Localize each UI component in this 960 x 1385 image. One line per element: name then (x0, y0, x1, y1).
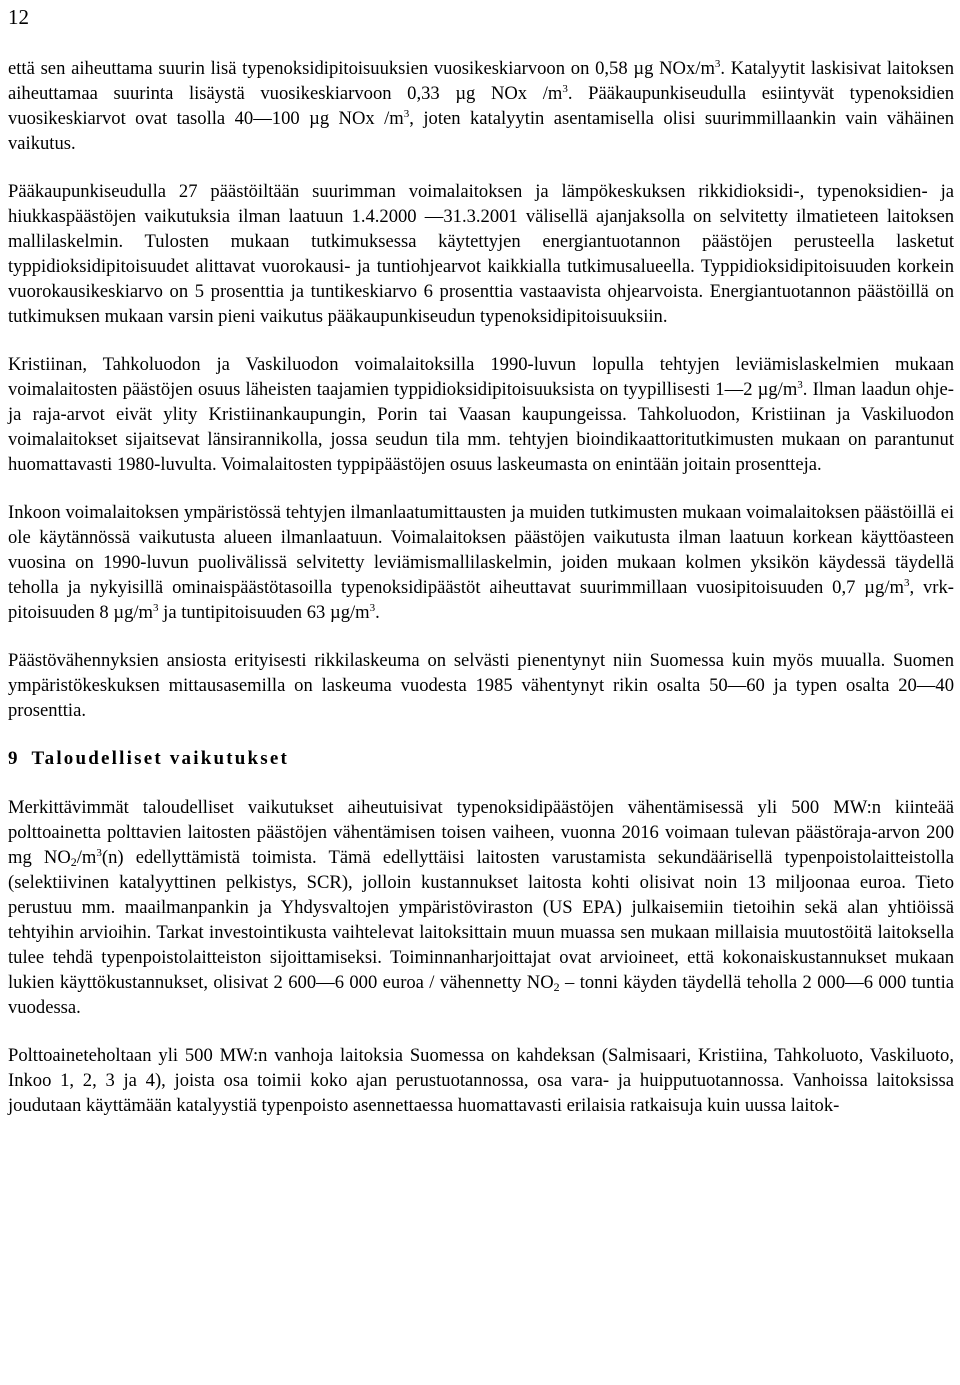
superscript: 3 (96, 847, 102, 859)
text-run: /m (76, 847, 97, 868)
superscript: 3 (403, 108, 410, 120)
text-run: . Ilman laadun ohje- ja raja-arvot eivät ylity Kristiinankaupungin, Porin tai Vaasan kaupungeissa. Tahkoluodon, Kristiinan ja Vaskiluodon voimalaitokset sijaitsevat länsirannikolla, jossa seudun tila mm. tehtyjen bioindikaattoritutkimusten mukaan on parantunut huomattavasti 1980-luvulta. Voimalaitosten typpipäästöjen osuus laskeumasta on enintään joitain prosentteja. (8, 379, 954, 475)
text-run: Inkoon voimalaitoksen ympäristössä tehtyjen ilmanlaatumittausten ja muiden tutkimusten mukaan voimalaitoksen päästöillä ei ole käytännössä vaikutusta alueen ilmanlaatuun. Voimalaitoksen päästöjen vaikutusta ilman laatuun korkean käyttöasteen vuosina on 1990-luvun puolivälissä selvitetty leviämismallilaskelmin, joiden mukaan kolmen yksikön käydessä täydellä teholla ja nykyisillä ominaispäästötasoilla typenoksidipäästöt aiheuttavat suurimmillaan vuosipitoisuuden 0,7 µg/m (8, 502, 954, 598)
text-run: . Pääkaupunkiseudulla esiintyvät typenoksidien vuosikeskiarvot ovat tasolla 40—100 µg NOx /m (8, 83, 954, 129)
paragraph (8, 795, 954, 1020)
section-heading (8, 746, 954, 772)
subscript: 2 (553, 980, 560, 994)
page-number: 12 (8, 5, 29, 29)
text-run: Polttoaineteholtaan yli 500 MW:n vanhoja laitoksia Suomessa on kahdeksan (Salmisaari, Kristiina, Tahkoluoto, Vaskiluoto, Inkoo 1, 2, 3 ja 4), joista osa toimii koko ajan perustuotannossa, osa vara- ja huipputuotannossa. Vanhoissa laitoksissa joudutaan käyttämään katalyystiä typenpoisto asennettaessa huomattavasti erilaisia ratkaisuja kuin uussa laitok- (8, 1045, 954, 1116)
text-run: . (375, 602, 380, 623)
text-run: . Katalyytit laskisivat laitoksen aiheuttamaa suurinta lisäystä vuosikeskiarvoon 0,33 µg NOx /m (8, 58, 954, 104)
text-run: Merkittävimmät taloudelliset vaikutukset aiheutuisivat typenoksidipäästöjen vähentämisessä yli 500 MW:n kiinteää polttoainetta polttavien laitosten päästöjen vähentämisen toisen vaiheen, vuonna 2016 voimaan tulevan päästöraja-arvon 200 mg NO (8, 797, 954, 868)
superscript: 3 (797, 379, 803, 391)
document-body (8, 56, 954, 1141)
text-run: , joten katalyytin asentamisella olisi suurimmillaankin vain vähäinen vaikutus. (8, 108, 954, 154)
section-number: 9 (8, 748, 18, 769)
paragraph (8, 179, 954, 329)
text-run: ja tuntipitoisuuden 63 µg/m (158, 602, 370, 623)
section-title: Taloudelliset vaikutukset (31, 748, 290, 769)
text-run: – tonni käyden täydellä teholla 2 000—6 000 tuntia vuodessa. (8, 972, 954, 1018)
text-run: (n) edellyttämistä toimista. Tämä edellyttäisi laitosten varustamista sekundäärisellä typenpoistolaitteistolla (selektiivinen katalyyttinen pelkistys, SCR), jolloin kustannukset laitosta kohti olisivat noin 13 miljoonaa euroa. Tieto perustuu mm. maailmanpankin ja Yhdysvaltojen ympäristöviraston (US EPA) julkaisemiin tietoihin sekä alan yhtiöissä tehtyihin arvioihin. Tarkat investointikusta vaihtelevat laitoksittain muun muassa sen mukaan millaisia muutostöitä laitoksella tulee tehdä typenpoistolaitteiston sijoittamiseksi. Toiminnanharjoittajat ovat arvioineet, että kokonaiskustannukset mukaan lukien käyttökustannukset, olisivat 2 600—6 000 euroa / vähennetty NO (8, 847, 955, 993)
superscript: 3 (369, 602, 376, 614)
text-run: että sen aiheuttama suurin lisä typenoksidipitoisuuksien vuosikeskiarvoon on 0,58 µg NOx/m (8, 58, 715, 79)
text-run: , vrk-pitoisuuden 8 µg/m (8, 577, 954, 623)
superscript: 3 (714, 58, 721, 70)
paragraph (8, 648, 954, 723)
superscript: 3 (153, 602, 159, 614)
paragraph (8, 56, 954, 156)
text-run: Pääkaupunkiseudulla 27 päästöiltään suurimman voimalaitoksen ja lämpökeskuksen rikkidioksidi-, typenoksidien- ja hiukkaspäästöjen vaikutuksia ilman laatuun 1.4.2000 —31.3.2001 välisellä ajanjaksolla on selvitetty ilmatieteen laitoksen mallilaskelmin. Tulosten mukaan tutkimuksessa käytettyjen energiantuotannon päästöjen perusteella lasketut typpidioksidipitoisuudet alittavat vuorokausi- ja tuntiohjearvot kaikkialla tutkimusalueella. Typpidioksidipitoisuuden korkein vuorokausikeskiarvo on 5 prosenttia ja tuntikeskiarvo 6 prosenttia vastaavista ohjearvoista. Energiantuotannon päästöillä on tutkimuksen mukaan varsin pieni vaikutus pääkaupunkiseudun typenoksidipitoisuuksiin. (8, 181, 954, 327)
text-run: Kristiinan, Tahkoluodon ja Vaskiluodon voimalaitoksilla 1990-luvun lopulla tehtyjen leviämislaskelmien mukaan voimalaitosten päästöjen osuus läheisten taajamien typpidioksidipitoisuuksista on tyypillisesti 1—2 µg/m (8, 354, 954, 400)
paragraph (8, 1043, 954, 1118)
paragraph (8, 500, 954, 625)
subscript: 2 (70, 855, 77, 869)
paragraph (8, 352, 954, 477)
superscript: 3 (562, 83, 568, 95)
superscript: 3 (903, 577, 910, 589)
text-run: Päästövähennyksien ansiosta erityisesti rikkilaskeuma on selvästi pienentynyt niin Suomessa kuin myös muualla. Suomen ympäristökeskuksen mittausasemilla on laskeuma vuodesta 1985 vähentynyt rikin osalta 50—60 ja typen osalta 20—40 prosenttia. (8, 650, 954, 721)
